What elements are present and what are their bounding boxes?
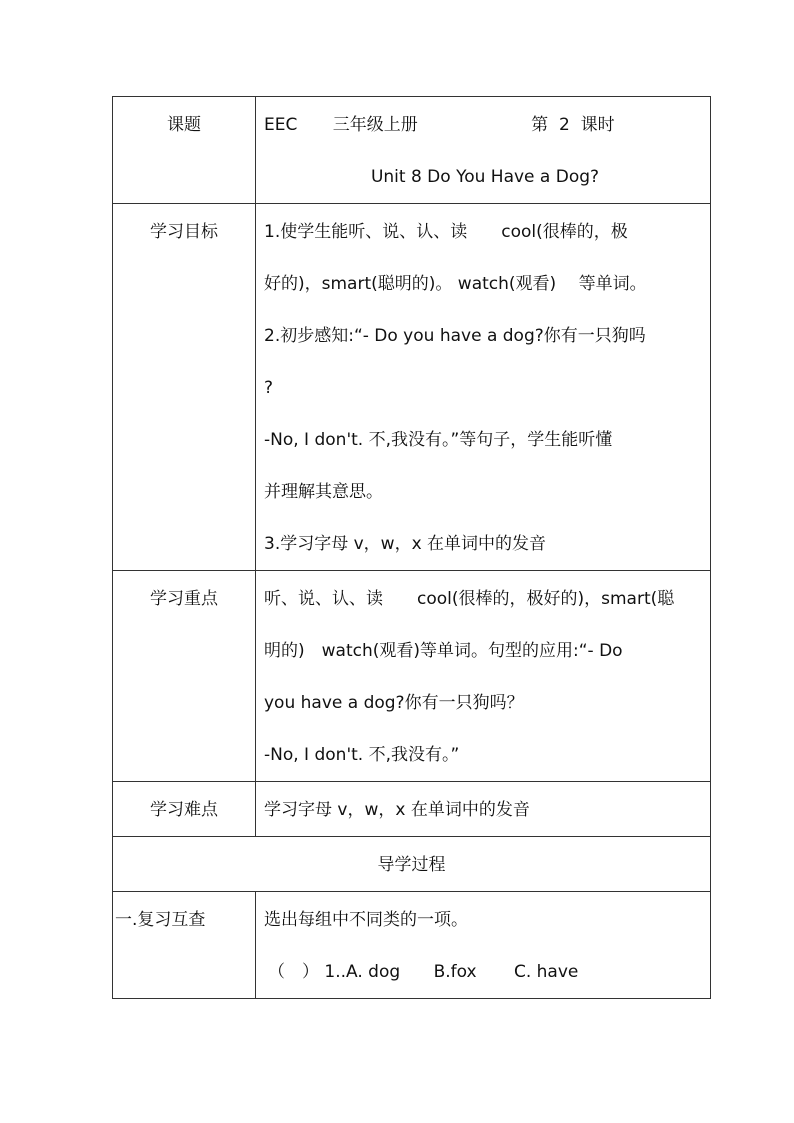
- header-label-cell: [113, 97, 256, 204]
- objectives-label-cell: [113, 204, 256, 571]
- objectives-line: 并理解其意思。: [264, 482, 383, 502]
- objectives-line: -No, I don't. 不,我没有。”等句子，学生能听懂: [264, 430, 613, 450]
- review-row: [113, 892, 711, 999]
- header-content-cell: [256, 97, 711, 204]
- objectives-content-cell: [256, 204, 711, 571]
- review-question: [264, 946, 706, 998]
- difficulties-label-cell: [113, 782, 256, 837]
- option-c: C. have: [513, 962, 579, 982]
- option-b: B.fox: [433, 962, 477, 982]
- header-row: [113, 97, 711, 204]
- objectives-line: 3.学习字母 v，w，x 在单词中的发音: [264, 534, 547, 554]
- review-label: 一.复习互查: [115, 910, 206, 930]
- option-a: 1..A. dog: [324, 962, 401, 982]
- answer-bracket[interactable]: （ ）: [268, 962, 319, 982]
- key-points-label: 学习重点: [150, 589, 218, 609]
- lesson-number: 第 2 课时: [531, 115, 615, 135]
- difficulties-row: [113, 782, 711, 837]
- difficulties-text: 学习字母 v，w，x 在单词中的发音: [264, 800, 530, 820]
- objectives-label: 学习目标: [150, 222, 218, 242]
- key-points-line: 明的) watch(观看)等单词。句型的应用:“- Do: [264, 641, 623, 661]
- lesson-plan-table: [112, 96, 711, 999]
- unit-title: Unit 8 Do You Have a Dog?: [370, 167, 600, 187]
- grade-level: 三年级上册: [332, 115, 418, 135]
- review-label-cell: [113, 892, 256, 999]
- course-code: EEC: [264, 115, 298, 135]
- difficulties-content-cell: [256, 782, 711, 837]
- objectives-line: 好的)，smart(聪明的)。 watch(观看) 等单词。: [264, 274, 647, 294]
- objectives-line: ?: [264, 378, 274, 398]
- key-points-line: you have a dog?你有一只狗吗？: [264, 693, 524, 713]
- key-points-row: [113, 571, 711, 782]
- difficulties-label: 学习难点: [150, 800, 218, 820]
- process-heading-cell: [113, 837, 711, 892]
- objectives-row: [113, 204, 711, 571]
- key-points-line: -No, I don't. 不,我没有。”: [264, 745, 460, 765]
- header-info-line: [264, 99, 706, 151]
- header-label: 课题: [167, 115, 201, 135]
- objectives-line: 1.使学生能听、说、认、读 cool(很棒的，极: [264, 222, 628, 242]
- objectives-line: 2.初步感知:“- Do you have a dog?你有一只狗吗: [264, 326, 646, 346]
- process-heading-row: [113, 837, 711, 892]
- key-points-content-cell: [256, 571, 711, 782]
- process-heading: 导学过程: [377, 855, 446, 875]
- key-points-line: 听、说、认、读 cool(很棒的，极好的)，smart(聪: [264, 589, 675, 609]
- key-points-label-cell: [113, 571, 256, 782]
- review-instruction: 选出每组中不同类的一项。: [264, 910, 468, 930]
- review-content-cell: [256, 892, 711, 999]
